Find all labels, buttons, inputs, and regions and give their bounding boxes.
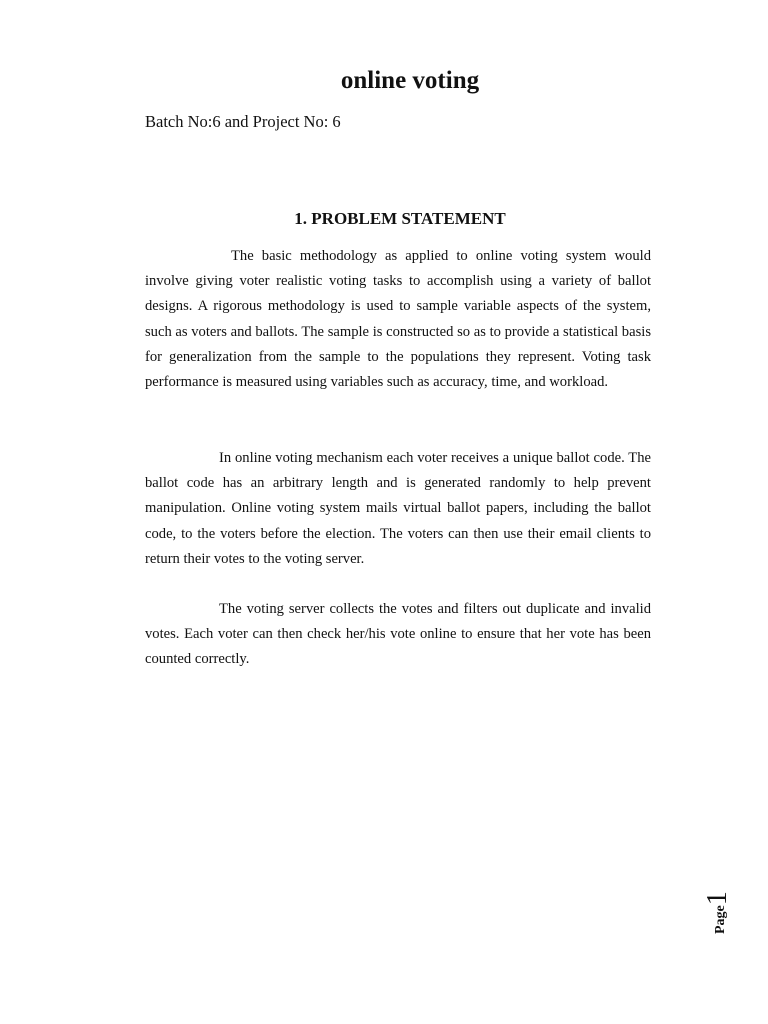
page-number: 1 bbox=[702, 891, 733, 906]
page-title: online voting bbox=[340, 67, 480, 94]
section-heading: 1. PROBLEM STATEMENT bbox=[294, 209, 506, 228]
batch-project-line: Batch No:6 and Project No: 6 bbox=[145, 112, 341, 131]
paragraph-voting-server: The voting server collects the votes and filters out duplicate and invalid votes. Each voter can then check her/his vote online to ensure that her vote has been counted correctly. bbox=[145, 601, 651, 668]
page-number-marker bbox=[700, 886, 733, 946]
page-label: Page bbox=[713, 905, 728, 934]
paragraph-ballot-code: In online voting mechanism each voter receives a unique ballot code. The ballot code has an arbitrary length and is generated randomly to help prevent manipulation. Online voting system mails virtual ballot papers, including the ballot code, to the voters before the election. The voters can then use their email clients to return their votes to the voting server. bbox=[145, 450, 651, 567]
paragraph-methodology: The basic methodology as applied to online voting system would involve giving voter realistic voting tasks to accomplish using a variety of ballot designs. A rigorous methodology is used to sample variable aspects of the system, such as voters and ballots. The sample is constructed so as to provide a statistical basis for generalization from the sample to the populations they represent. Voting task performance is measured using variables such as accuracy, time, and workload. bbox=[145, 248, 651, 391]
